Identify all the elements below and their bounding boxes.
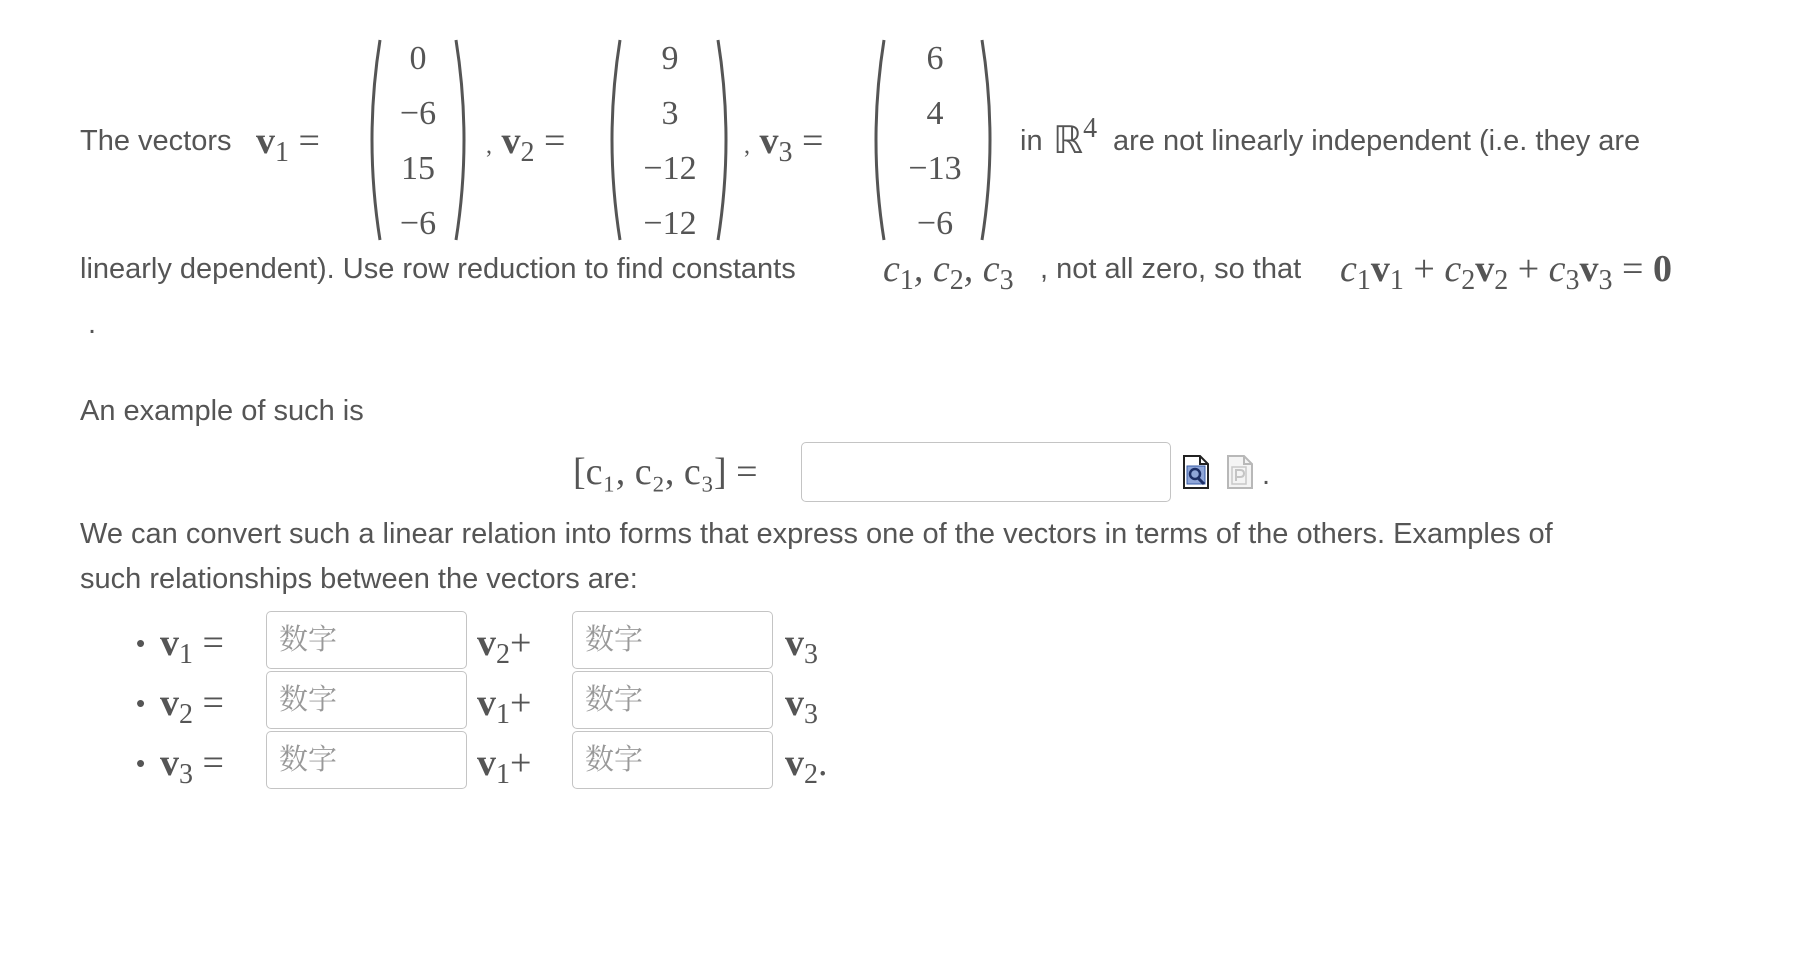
relations-intro-line-1: We can convert such a linear relation into forms that express one of the vectors in terms of the others. Examples of [80, 518, 1553, 550]
constants-answer-input[interactable] [801, 442, 1171, 502]
answer-format-icon[interactable] [1226, 454, 1254, 495]
relation-1-lhs: $v_1$ = [160, 622, 224, 670]
vector-1-entry: 15 [401, 150, 435, 187]
relation-2-coefficient-a-input[interactable] [266, 671, 467, 729]
relation-3-coefficient-b-input[interactable] [572, 731, 773, 789]
example-period: . [1262, 459, 1271, 491]
vector-3-right-paren [978, 38, 1000, 242]
bullet: • [136, 688, 146, 718]
vector-3-entry: 4 [926, 95, 944, 132]
vector-2-right-paren [714, 38, 736, 242]
relations-intro-line-2: such relationships between the vectors are: [80, 563, 638, 595]
relation-1-coefficient-b-input[interactable] [572, 611, 773, 669]
intro-text-before: The vectors [80, 125, 232, 157]
vector-2-entry: −12 [643, 205, 697, 242]
vector-1-entry: −6 [399, 95, 437, 132]
vector-2-entry: −12 [643, 150, 697, 187]
linear-combination-equation: $c_1v_1 + c_2v_2 + c_3v_3 = 0$ [1340, 248, 1672, 296]
intro-line-2-start: linearly dependent). Use row reduction to find constants [80, 253, 796, 285]
relation-1-end-term: $v_3$ [785, 622, 818, 670]
real-space-symbol: ℝ$^4$ [1053, 113, 1098, 162]
relation-1-mid-term: $v_2+$ [477, 622, 532, 670]
example-label: An example of such is [80, 395, 364, 427]
intro-text-in: in [1020, 125, 1043, 157]
relation-2-lhs: $v_2$ = [160, 682, 224, 730]
preview-icon[interactable] [1182, 454, 1210, 495]
vector-1-entry: 0 [409, 40, 427, 77]
intro-line-2-mid: , not all zero, so that [1040, 253, 1302, 285]
relation-1-coefficient-a-input[interactable] [266, 611, 467, 669]
relation-3-end-term: $v_2$. [785, 742, 828, 790]
relation-2-mid-term: $v_1+$ [477, 682, 532, 730]
vector-3-label: , $v_3$ = [744, 120, 824, 168]
vector-1-right-paren [452, 38, 474, 242]
relation-3-coefficient-a-input[interactable] [266, 731, 467, 789]
relation-2-coefficient-b-input[interactable] [572, 671, 773, 729]
vector-3-entry: 6 [926, 40, 944, 77]
vector-2-entry: 9 [661, 40, 679, 77]
relation-3-mid-term: $v_1+$ [477, 742, 532, 790]
bullet: • [136, 628, 146, 658]
vector-3-entry: −6 [916, 205, 954, 242]
example-lhs: [c₁, c₂, c₃] = [573, 451, 758, 493]
vector-2-label: , $v_2$ = [486, 120, 566, 168]
vector-1-entry: −6 [399, 205, 437, 242]
vector-3-entry: −13 [908, 150, 962, 187]
relation-2-end-term: $v_3$ [785, 682, 818, 730]
vector-2-entry: 3 [661, 95, 679, 132]
bullet: • [136, 748, 146, 778]
constants-list: $c_1$, $c_2$, $c_3$ [883, 248, 1014, 296]
relation-3-lhs: $v_3$ = [160, 742, 224, 790]
intro-period: . [88, 308, 97, 340]
vector-1-label: $v_1$ = [256, 120, 320, 168]
intro-text-after: are not linearly independent (i.e. they are [1113, 125, 1641, 157]
